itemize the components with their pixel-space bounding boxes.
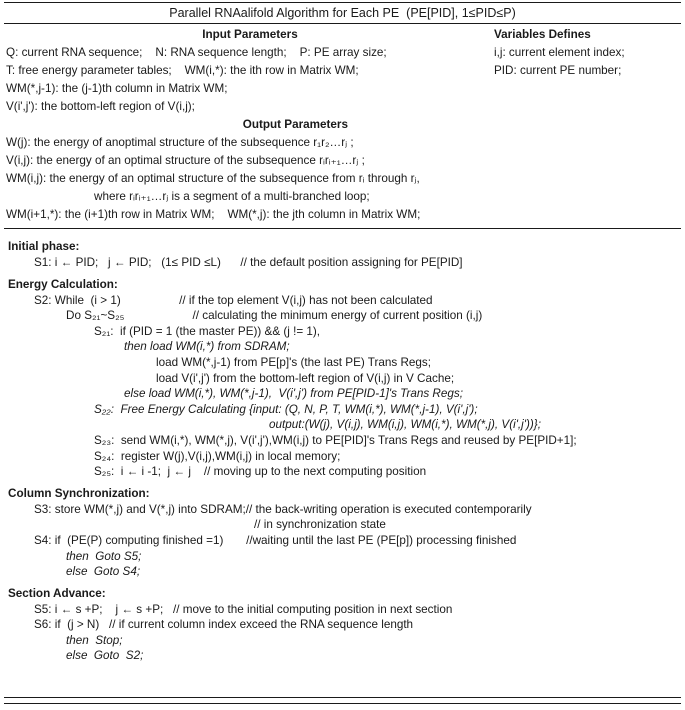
algo-line-s21-load1: load WM(*,j-1) from PE[p]'s (the last PE) Trans Regs; [156, 355, 432, 369]
figure-title: Parallel RNAalifold Algorithm for Each PE (PE[PID], 1≤PID≤P) [169, 6, 516, 20]
algo-line-s6: S6: if (j > N) // if current column index exceed the RNA sequence length [34, 618, 414, 632]
variables-defines-header: Variables Defines [494, 28, 591, 41]
section-heading-section-advance: Section Advance: [8, 586, 106, 600]
variables-defines-column [494, 26, 679, 80]
algo-line-do: Do S₂₁~S₂₅ // calculating the minimum energy of current position (i,j) [66, 309, 483, 323]
algo-line-s2: S2: While (i > 1) // if the top element V(i,j) has not been calculated [34, 293, 433, 307]
algo-line-s3-comment: // in synchronization state [254, 518, 386, 532]
input-parameters-column [6, 26, 494, 80]
input-param-line: V(i',j'): the bottom-left region of V(i,j); [6, 100, 195, 113]
input-param-line: T: free energy parameter tables; WM(i,*): the ith row in Matrix WM; [6, 64, 359, 77]
algo-line-s21-load2: load V(i',j') from the bottom-left region of V(i,j) in V Cache; [156, 371, 455, 385]
input-param-line: WM(*,j-1): the (j-1)th column in Matrix WM; [6, 82, 228, 95]
section-heading-column-synchronization: Column Synchronization: [8, 486, 150, 500]
algo-line-s6-then: then Stop; [66, 633, 123, 647]
algo-line-s21-then: then load WM(i,*) from SDRAM; [124, 340, 290, 354]
algo-line-s1: S1: i ← PID; j ← PID; (1≤ PID ≤L) // the default position assigning for PE[PID] [34, 256, 463, 269]
output-param-line: where rᵢrᵢ₊₁…rⱼ is a segment of a multi-branched loop; [94, 190, 370, 203]
algo-line-s21: S₂₁: if (PID = 1 (the master PE)) && (j != 1), [94, 324, 321, 338]
output-parameters-header: Output Parameters [242, 118, 348, 131]
output-param-line: WM(i+1,*): the (i+1)th row in Matrix WM; WM(*,j): the jth column in Matrix WM; [6, 208, 421, 221]
algo-line-s6-else: else Goto S2; [66, 649, 144, 663]
algo-line-s4-then: then Goto S5; [66, 549, 142, 563]
algo-line-s25: S₂₅: i ← i -1; j ← j // moving up to the next computing position [94, 465, 427, 479]
algo-line-s22: S₂₂: Free Energy Calculating {input: (Q, N, P, T, WM(i,*), WM(*,j-1), V(i',j'); [94, 402, 478, 416]
algo-line-s4: S4: if (PE(P) computing finished =1) //waiting until the last PE (PE[p]) processing finished [34, 533, 517, 547]
algo-line-s23: S₂₃: send WM(i,*), WM(*,j), V(i',j'),WM(i,j) to PE[PID]'s Trans Regs and reused by PE[PID+1]; [94, 433, 577, 447]
output-param-line: V(i,j): the energy of an optimal structure of the subsequence rᵢrᵢ₊₁…rⱼ ; [6, 154, 365, 167]
variable-line: PID: current PE number; [494, 64, 622, 77]
bottom-rule [4, 697, 681, 704]
output-param-line: WM(i,j): the energy of an optimal structure of the subsequence from rᵢ through rⱼ, [6, 172, 420, 185]
variable-line: i,j: current element index; [494, 46, 625, 59]
algo-line-s4-else: else Goto S4; [66, 565, 141, 579]
section-heading-energy-calculation: Energy Calculation: [8, 277, 118, 291]
output-param-line: W(j): the energy of anoptimal structure of the subsequence r₁r₂…rⱼ ; [6, 136, 354, 149]
section-heading-initial-phase: Initial phase: [8, 240, 80, 253]
parameters-top-row [6, 26, 679, 80]
parameters-section [4, 24, 681, 228]
algo-line-s3: S3: store WM(*,j) and V(*,j) into SDRAM;// the back-writing operation is executed contemporarily [34, 502, 532, 516]
algo-line-s21-else: else load WM(i,*), WM(*,j-1), V(i',j') from PE[PID-1]'s Trans Regs; [124, 387, 463, 401]
input-param-line: Q: current RNA sequence; N: RNA sequence length; P: PE array size; [6, 46, 387, 59]
input-parameters-header: Input Parameters [202, 28, 298, 41]
output-parameters-header-row [6, 116, 585, 134]
algo-line-s22-output: output:(W(j), V(i,j), WM(i,j), WM(i,*), WM(*,j), V(i',j'))}; [269, 418, 541, 432]
algorithm-body [4, 229, 681, 664]
algo-line-s5: S5: i ← s +P; j ← s +P; // move to the initial computing position in next section [34, 602, 453, 616]
algo-line-s24: S₂₄: register W(j),V(i,j),WM(i,j) in local memory; [94, 449, 341, 463]
